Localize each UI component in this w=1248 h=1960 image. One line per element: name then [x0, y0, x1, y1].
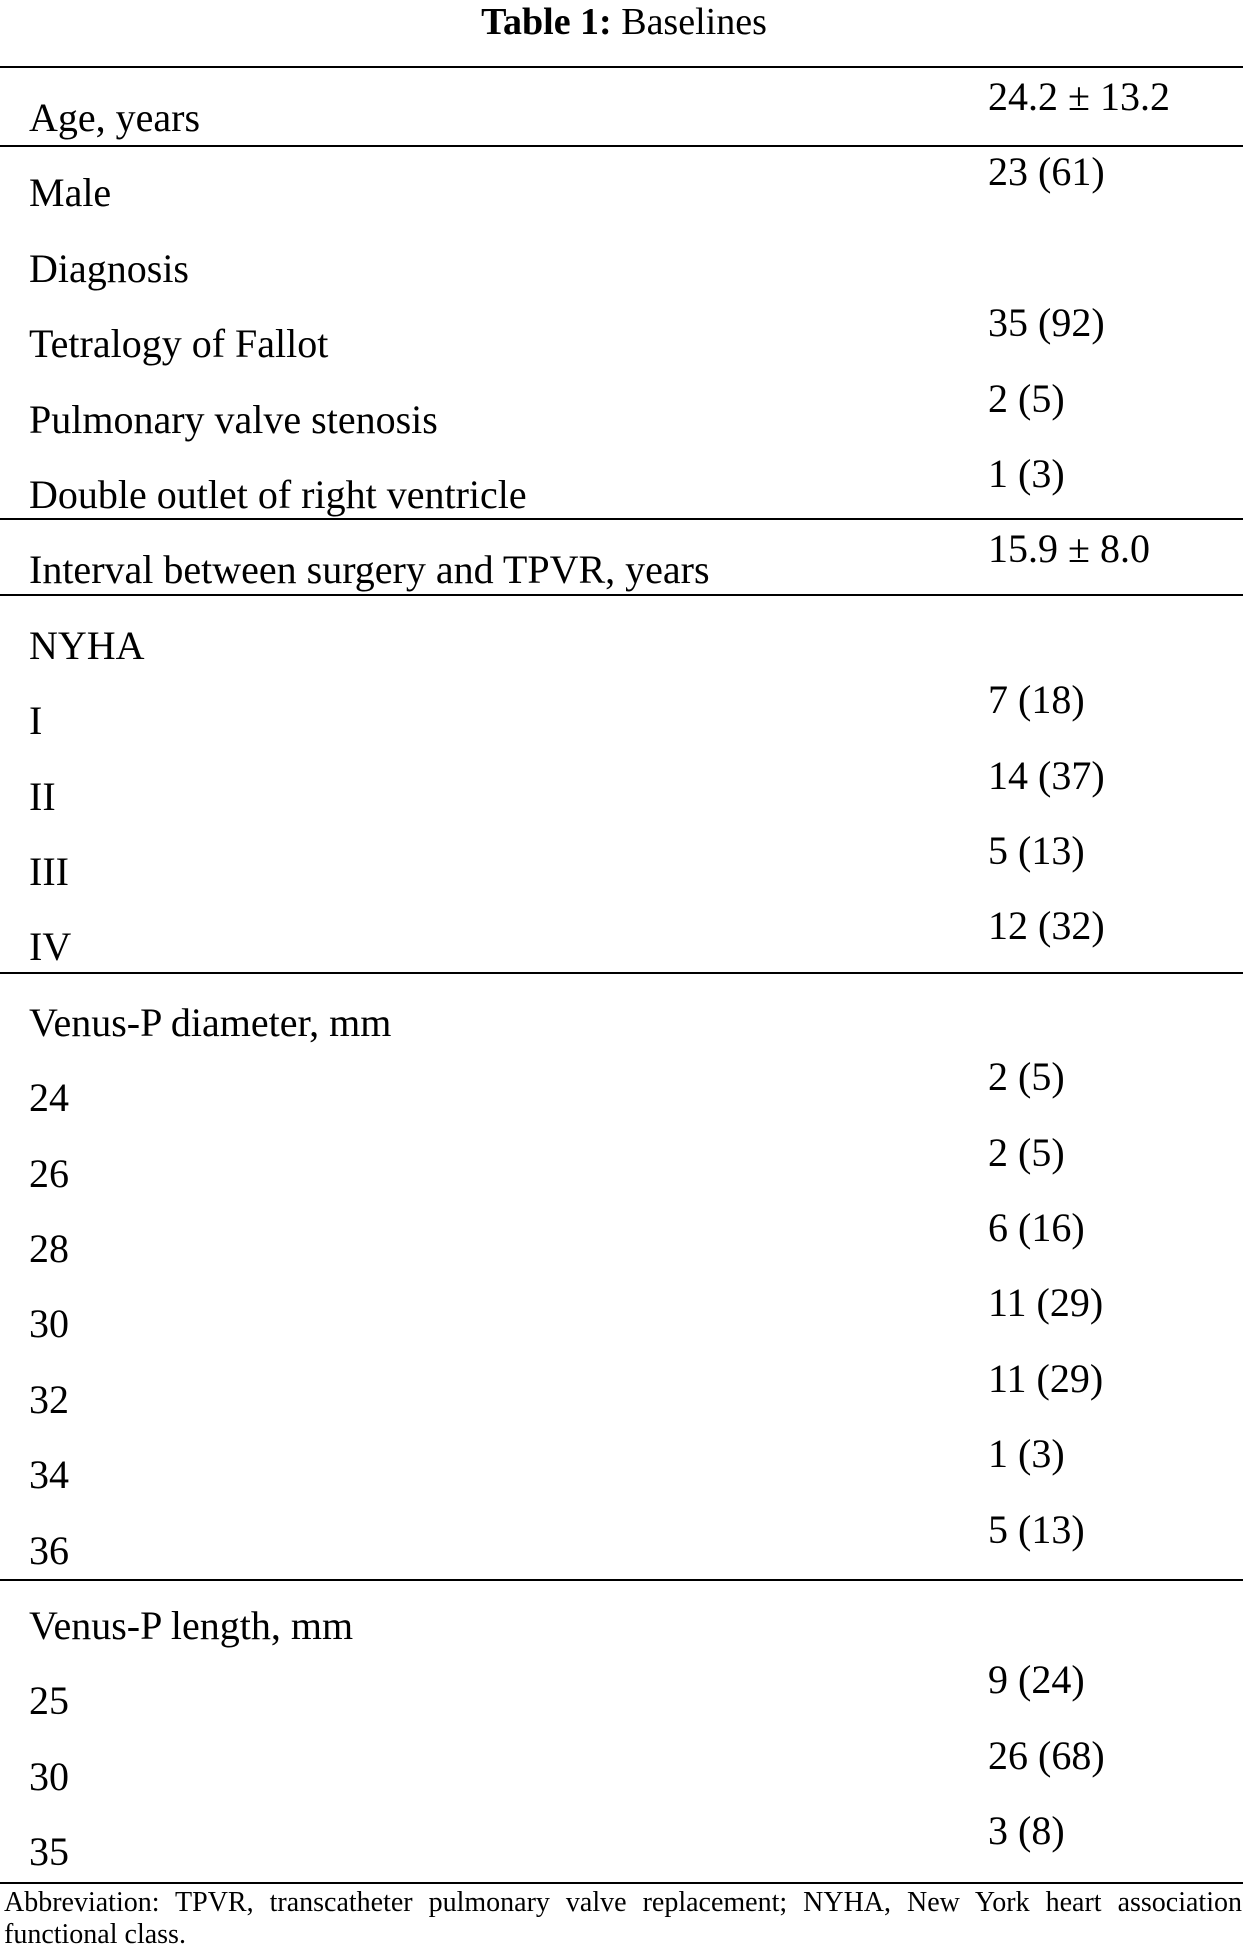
row-value: 12 (32): [988, 903, 1105, 949]
row-value: 6 (16): [988, 1205, 1085, 1250]
row-value: 23 (61): [988, 149, 1105, 195]
table-row: [0, 70, 1243, 145]
table-row: [0, 221, 1243, 296]
row-label: Pulmonary valve stenosis: [29, 396, 438, 442]
row-label: Diagnosis: [29, 245, 189, 291]
section-rule: [0, 972, 1243, 974]
row-label: Venus-P diameter, mm: [29, 999, 392, 1045]
table-row: [0, 522, 1243, 597]
table-row: [0, 145, 1243, 220]
row-value: 7 (18): [988, 677, 1085, 723]
table-title: [0, 0, 1248, 44]
section-rule: [0, 145, 1243, 147]
table-row: [0, 824, 1243, 899]
row-label: NYHA: [29, 622, 145, 668]
row-label: 25: [29, 1678, 69, 1724]
row-value: 2 (5): [988, 1129, 1065, 1175]
row-label: Venus-P length, mm: [29, 1603, 354, 1648]
table-row: [0, 1804, 1243, 1879]
table-row: [0, 1201, 1243, 1276]
row-label: 35: [29, 1829, 69, 1875]
row-value: 5 (13): [988, 1506, 1085, 1552]
row-label: I: [29, 698, 43, 744]
table-row: [0, 1050, 1243, 1125]
row-label: 24: [29, 1075, 69, 1121]
table-row: [0, 1503, 1243, 1578]
table-row: [0, 673, 1243, 748]
row-value: 2 (5): [988, 1054, 1065, 1100]
row-label: Interval between surgery and TPVR, years: [29, 547, 710, 593]
row-label: Tetralogy of Fallot: [29, 321, 329, 367]
row-value: 24.2 ± 13.2: [988, 74, 1170, 119]
row-value: 35 (92): [988, 300, 1105, 346]
table-row: [0, 447, 1243, 522]
table-row: [0, 1427, 1243, 1502]
table-row: [0, 372, 1243, 447]
table-row: [0, 1276, 1243, 1351]
row-label: 26: [29, 1150, 69, 1196]
row-label: II: [29, 773, 56, 819]
row-label: Age, years: [29, 95, 201, 140]
row-label: 30: [29, 1753, 69, 1799]
section-rule: [0, 594, 1243, 596]
table-caption: Baselines: [621, 1, 767, 43]
section-rule: [0, 1579, 1243, 1581]
table-row: [0, 1352, 1243, 1427]
table-row: [0, 1578, 1243, 1653]
row-value: 26 (68): [988, 1732, 1105, 1778]
row-value: 5 (13): [988, 828, 1085, 873]
row-value: 1 (3): [988, 451, 1065, 496]
row-label: 30: [29, 1301, 69, 1347]
table-bottom-rule: [0, 1882, 1243, 1884]
row-label: 28: [29, 1226, 69, 1271]
table-row: [0, 749, 1243, 824]
row-value: 11 (29): [988, 1280, 1104, 1326]
table-row: [0, 296, 1243, 371]
row-value: 15.9 ± 8.0: [988, 526, 1150, 572]
table-row: [0, 1729, 1243, 1804]
table-row: [0, 899, 1243, 974]
row-label: 34: [29, 1452, 69, 1498]
table-row: [0, 1126, 1243, 1201]
row-label: III: [29, 849, 69, 894]
table-top-rule: [0, 66, 1243, 68]
table-row: [0, 1653, 1243, 1728]
table-footnote: Abbreviation: TPVR, transcatheter pulmonary valve replacement; NYHA, New York heart association functional class.: [4, 1887, 1242, 1950]
table-number: Table 1:: [481, 1, 612, 43]
row-label: 36: [29, 1527, 69, 1573]
row-value: 11 (29): [988, 1355, 1104, 1401]
row-value: 3 (8): [988, 1808, 1065, 1854]
row-value: 14 (37): [988, 752, 1105, 798]
table-row: [0, 598, 1243, 673]
section-rule: [0, 518, 1243, 520]
table-row: [0, 975, 1243, 1050]
row-label: IV: [29, 924, 72, 970]
row-value: 9 (24): [988, 1657, 1085, 1703]
row-value: 1 (3): [988, 1431, 1065, 1477]
row-label: Male: [29, 170, 112, 216]
row-value: 2 (5): [988, 375, 1065, 421]
row-label: 32: [29, 1376, 69, 1422]
row-label: Double outlet of right ventricle: [29, 472, 527, 517]
